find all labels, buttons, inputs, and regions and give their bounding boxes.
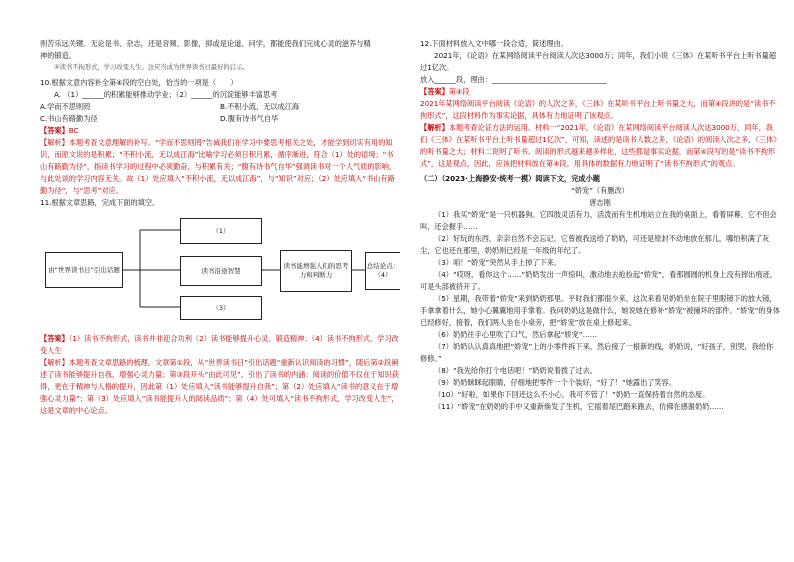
explanation-12: 【解析】本题考查论证方法的运用。材料一“2021年，《论语》在某网络阅读平台阅读人次达3000万，同年，我们《三体》在某听书平台上听书量超过1亿次”，可知，读述的是读书人数之多，《论语》的阅读人次之多，《三体》的听书量之大；材料二说明了听书、阅读的形式越来越多样化，这些都是事实论据，而第④段写的是“读书不拘形式”，这是观点，因此，应该把材料放在第④段，用具体的数据有力地证明了“读书不拘形式”的观点。	[420, 123, 777, 168]
article-paragraph: （7）奶奶认认真真地把“娇宠”上的小零件拆下来，然后接了一根新的线，奶奶说，“好孩子，别哭，我给你修修。”	[420, 342, 774, 363]
article-paragraph: （4）“哎呀，看你这个……”奶奶发出一声惊叫，激动地去抢捡起“娇宠”，看那圆圆的机身上没有摔出痕迹，可是头部被挤开了。	[420, 270, 777, 291]
answer-12: 【答案】第④段	[420, 87, 470, 96]
question-10-blanks: A. （1）______的积累能够推动学业；（2）______的沉淀能够丰富思考	[54, 90, 278, 99]
structure-diagram	[40, 212, 400, 330]
material-blank: 放入______段，理由：________________________________	[420, 75, 607, 84]
diagram-node-2: 读书沿途智慧	[180, 256, 262, 286]
option-c: C.书山有路勤为径	[40, 114, 98, 123]
article-paragraph: （1）我买“娇宠”是一只机器狗。它四肢灵活有力，活泼而有生机地站立在我的桌面上，看着屏幕，它不但会叫，还会握手……	[420, 210, 777, 231]
paragraph: 神的锻造。	[40, 51, 76, 60]
answer-10: 【答案】BC	[40, 126, 79, 135]
diagram-conclusion: 总结论点：（4）	[365, 252, 400, 290]
article-paragraph: （8）“我先给你打个电话吧！”奶奶说着拨了过去。	[434, 366, 597, 375]
article-paragraph: （5）星期，我带着“娇宠”来到奶奶那里。平时我们都很少来，这次来看见奶奶坐在院子里眼镜下的放大镜，手拿拿着什么，她小心翼翼地用手掌着。我问奶奶这是做什么，她说她在修补“娇宠”被撞坏的部件。“娇宠”的身体已经修好，接着，我们两人坐在小桌旁，把“娇宠”放在桌上修起来。	[420, 294, 780, 327]
answer-11: 【答案】（1）读书不拘形式，读书并非迎合功利（2）读书能够提升心灵、锻造精神；（4）读书不拘形式，学习改变人生	[40, 334, 399, 355]
diagram-blank-3: （3）	[180, 296, 262, 320]
article-paragraph: （2）好玩的东西，亲亲自然不会忘记。它曾被我送给了奶奶，可还是原封不动地放在那儿，哪怕积满了灰尘，它也还在那里，奶奶则已经是一年级的年纪了。	[420, 234, 770, 255]
diagram-node-3: 读书能增强人们的思考力和判断力	[280, 250, 352, 292]
diagram-blank-1: （1）	[180, 218, 262, 244]
article-author: 唐志刚	[589, 198, 611, 207]
question-11: 11.根据文章思路，完成下面的填空。	[40, 198, 160, 207]
article-title: “娇宠”（有删改）	[571, 186, 629, 195]
option-d: D.腹有诗书气自华	[220, 114, 279, 123]
right-column	[420, 38, 780, 413]
question-10-options	[40, 101, 400, 125]
explanation-10: 【解析】本题考查文意理解的补写。“学而不思则罔”告诫我们在学习中要思考相关之处，才能学到切实有用的知识，而原文说的是积累；“不积小流，无以成江海”比喻学习必须日积月累，循序渐进，符合（1）处的语境；“书山有路勤为径”，指读书学习的过程中必须勤奋，与积累有关；“腹有诗书气自华”强调读书对一个人气质的影响，与此处谈的学习内容无关。故（1）处应填入“不积小流，无以成江海”，与“知识”对应；（2）处应填入“书山有路勤为径”，与“思考”对应。	[40, 138, 397, 195]
article-paragraph: （6）奶奶往手心里吹了口气，然后拿起“娇宠”……	[434, 330, 597, 339]
left-column	[40, 38, 400, 417]
option-b: B.不积小流，无以成江海	[220, 102, 300, 111]
diagram-root: 由“世界读书日”引出话题	[45, 252, 123, 288]
article-paragraph: （9）奶奶眯眯起眼睛，仔细地把零件一个个装好，“好了！”她露出了笑容。	[434, 378, 677, 387]
explanation-11: 【解析】本题考查文章思路的梳理。文章第①段，从“世界读书日”引出话题“重新认识阅读的习惯”，随后第②段阐述了读书能够提升自我，增强心灵力量；第③段开头“由此可见”，引出了读书的内涵：阅读的价值不仅在于知识获得，更在于精神与人格的提升，因此第（1）处应填入“读书能够提升自我”；第（2）处应填入“读书的意义在于增强心灵力量”；第（3）处应填入“读书能提升人的阅读品质”；第（4）处可填入“读书不拘形式，学习改变人生”，这是文章的中心论点。	[40, 358, 399, 415]
material: 2021年，《论语》在某网络阅读平台阅读人次达3000万；同年，我们小说《三体》在某听书平台上听书量超过1亿次。	[420, 51, 777, 72]
question-10: 10.根据文意内容补全第④段的空白处，恰当的一项是（ ）	[40, 78, 238, 87]
question-12: 12.下面材料放入文中哪一段合适，简述理由。	[420, 39, 568, 48]
paragraph: ④读书不拘形式，学习改变人生。这应当成为世界读书日最好的启示。	[54, 64, 249, 71]
article-paragraph: （10）“好啦，如果你下回还这么不小心，我可不管了！”奶奶一直保持着自然的态度。	[434, 390, 710, 399]
answer-12-detail: 2021年某网络阅读平台阅读《论语》的人次之多，《三体》在某听书平台上听书量之大，而第④段讲的是“读书不拘形式”，这段材料作为事实论据，具体有力地证明了该观点。	[420, 99, 776, 120]
paragraph: 则苦乐远关键。无论是书、杂志，还是音频、影像，抑或是论道、问学，都能使我们完成心灵的滋养与精	[40, 39, 371, 48]
option-a: A.学而不思则罔	[40, 102, 91, 111]
article-paragraph: （3）咱！“娇宠”突然从手上掉了下来。	[434, 258, 562, 267]
section-heading: （二）（2023·上海静安·统考一模）阅读下文，完成小题	[420, 174, 600, 183]
article-paragraph: （11）“娇宠”在奶奶的手中又重新焕发了生机，它摇着尾巴跑来跑去，仿佛在感谢奶奶……	[434, 402, 724, 411]
